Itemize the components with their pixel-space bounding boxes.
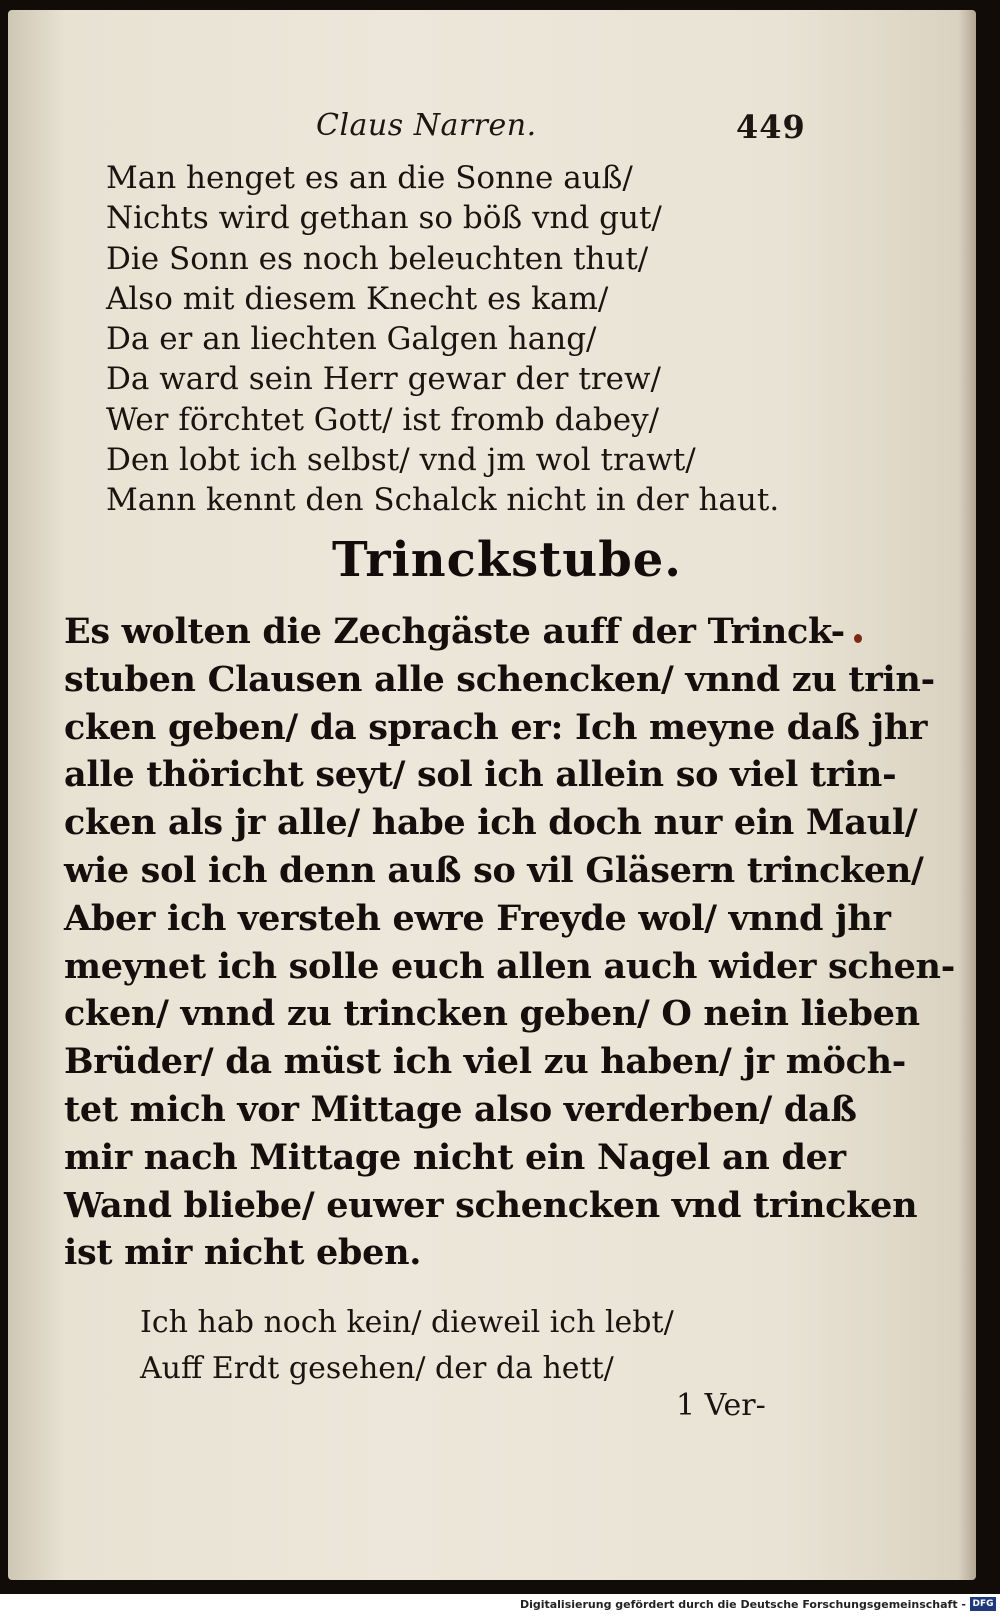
catchword: 1 Ver- <box>676 1388 766 1423</box>
prose-line: Brüder/ da müst ich viel zu haben/ jr möch- <box>64 1041 906 1083</box>
book-page <box>8 10 976 1580</box>
prose-line: cken/ vnnd zu trincken geben/ O nein lieben <box>64 993 920 1035</box>
page-header <box>8 108 976 148</box>
verse-block-bottom <box>140 1300 674 1392</box>
prose-line: tet mich vor Mittage also verderben/ daß <box>64 1088 857 1130</box>
running-head: Claus Narren. <box>316 108 537 143</box>
verse-block-top <box>106 158 779 521</box>
ink-stain <box>854 634 862 643</box>
prose-line: Wand bliebe/ euwer schencken vnd trincken <box>64 1184 918 1226</box>
footer-credit: Digitalisierung gefördert durch die Deutsche Forschungsgemeinschaft - <box>519 1598 966 1611</box>
prose-line: ist mir nicht eben. <box>64 1232 422 1274</box>
prose-line: cken geben/ da sprach er: Ich meyne daß jhr <box>64 706 928 748</box>
verse-line: Nichts wird gethan so böß vnd gut/ <box>106 200 662 237</box>
page-edge-shadow <box>958 10 976 1580</box>
verse-line: Da er an liechten Galgen hang/ <box>106 321 597 358</box>
verse-line: Da ward sein Herr gewar der trew/ <box>106 361 661 398</box>
verse-line: Die Sonn es noch beleuchten thut/ <box>106 240 649 277</box>
digitization-footer <box>0 1594 1000 1617</box>
verse-line: Mann kennt den Schalck nicht in der haut. <box>106 482 780 519</box>
prose-line: alle thöricht seyt/ sol ich allein so viel trin- <box>64 754 897 796</box>
prose-line: wie sol ich denn auß so vil Gläsern trincken/ <box>64 849 924 891</box>
verse-line: Ich hab noch kein/ dieweil ich lebt/ <box>140 1305 674 1340</box>
dfg-logo-icon: DFG <box>970 1597 996 1611</box>
prose-line: cken als jr alle/ habe ich doch nur ein Maul/ <box>64 802 918 844</box>
verse-line: Den lobt ich selbst/ vnd jm wol trawt/ <box>106 442 696 479</box>
prose-line: meynet ich solle euch allen auch wider schen- <box>64 945 955 987</box>
prose-paragraph <box>64 608 955 1277</box>
verse-line: Also mit diesem Knecht es kam/ <box>106 280 609 317</box>
verse-line: Man henget es an die Sonne auß/ <box>106 160 633 196</box>
page-number: 449 <box>736 108 806 146</box>
prose-line: stuben Clausen alle schencken/ vnnd zu trin- <box>64 658 935 700</box>
verse-line: Wer förchtet Gott/ ist fromb dabey/ <box>106 401 660 438</box>
prose-line: Es wolten die Zechgäste auff der Trinck- <box>64 611 845 652</box>
prose-line: mir nach Mittage nicht ein Nagel an der <box>64 1136 846 1178</box>
verse-line: Auff Erdt gesehen/ der da hett/ <box>140 1351 614 1386</box>
section-heading: Trinckstube. <box>331 532 683 588</box>
prose-line: Aber ich versteh ewre Freyde wol/ vnnd jhr <box>64 897 891 939</box>
